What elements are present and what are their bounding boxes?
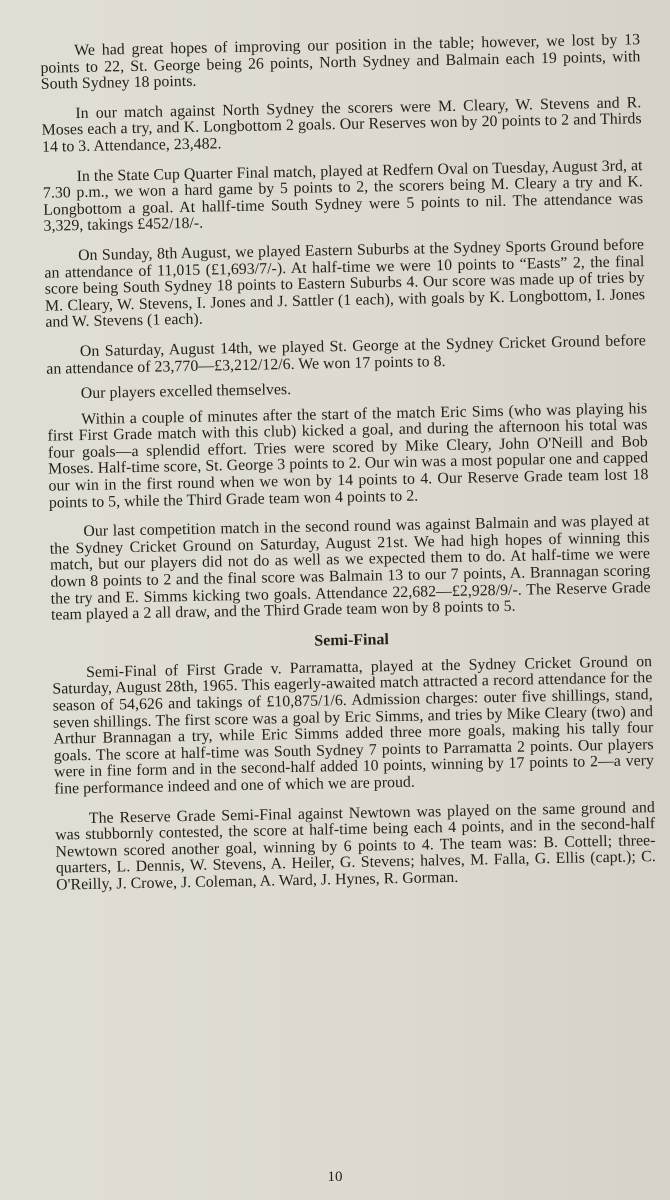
paragraph-eastern-suburbs-match: On Sunday, 8th August, we played Eastern Suburbs at the Sydney Sports Ground before an attendance of 11,015 (£1,693/7/-). At half-time we were 10 points to “Easts” 2, the final score being South Sydney 18 points to Eastern Suburbs 4. Our score was made up of tries by M. Cleary, W. Stevens, I. Jones and J. Sattler (1 each), with goals by K. Longbottom, I. Jones and W. Stevens (1 each). xyxy=(44,236,646,332)
paragraph-eric-sims: Within a couple of minutes after the start of the match Eric Sims (who was playing his first First Grade match with this club) kicked a goal, and during the afternoon his total was four goals—a splendid effort. Tries were scored by Mike Cleary, John O'Neill and Bob Moses. Half-time score, St. George 3 points to 2. Our win was a most popular one and capped our win in the first round when we won by 14 points to 4. Our Reserve Grade team lost 18 points to 5, while the Third Grade team won 4 points to 2. xyxy=(47,399,649,512)
paragraph-north-sydney-match: In our match against North Sydney the scorers were M. Cleary, W. Stevens and R. Moses each a try, and K. Longbottom 2 goals. Our Reserves won by 20 points to 2 and Thirds 14 to 3. Attendance, 23,482. xyxy=(41,94,642,156)
paragraph-state-cup-quarter-final: In the State Cup Quarter Final match, played at Redfern Oval on Tuesday, August 3rd, at 7.30 p.m., we won a hard game by 5 points to 2, the scorers being M. Cleary a try and K. Longbottom a goal. At hallf-time South Sydney were 5 points to nil. The attendance was 3,329, takings £452/18/-. xyxy=(42,156,644,236)
page-body xyxy=(40,32,656,894)
paragraph-players-excelled: Our players excelled themselves. xyxy=(80,381,292,403)
paragraph-st-george-match: On Saturday, August 14th, we played St. George at the Sydney Cricket Ground before an attendance of 23,770—£3,212/12/6. We won 17 points to 8. xyxy=(46,332,647,378)
paragraph-balmain-match: Our last competition match in the second round was against Balmain and was played at the Sydney Cricket Ground on Saturday, August 21st. We had high hopes of winning this match, but our players did not do as well as we expected them to do. At half-time we were down 8 points to 2 and the final score was Balmain 13 to our 7 points, A. Brannagan scoring the try and E. Simms kicking two goals. Attendance 22,682—£2,928/9/-. The Reserve Grade team played a 2 all draw, and the Third Grade team won by 8 points to 5. xyxy=(49,512,651,624)
section-heading-semi-final: Semi-Final xyxy=(314,630,390,650)
paragraph-semi-final-first-grade: Semi-Final of First Grade v. Parramatta, played at the Sydney Cricket Ground on Saturday, August 28th, 1965. This eagerly-awaited match attracted a record attendance for the season of 54,626 and takings of £10,875/1/6. Admission charges: outer five shillings, stand, seven shillings. The first score was a goal by Eric Simms, and tries by Mike Cleary (two) and Arthur Brannagan a try, while Eric Simms added three more goals, making his tally four goals. The score at half-time was South Sydney 7 points to Parramatta 2 points. Our players were in fine form and in the second-half added 10 points, winning by 17 points to 2—a very fine performance indeed and one of which we are proud. xyxy=(52,652,655,798)
page-number: 10 xyxy=(327,1169,343,1185)
paragraph-table-position: We had great hopes of improving our position in the table; however, we lost by 13 points to 22, St. George being 26 points, North Sydney and Balmain each 19 points, with South Sydney 18 points. xyxy=(40,31,641,93)
paragraph-reserve-grade-semi-final: The Reserve Grade Semi-Final against Newtown was played on the same ground and was stubbornly contested, the score at half-time being each 4 points, and in the second-half Newtown scored another goal, winning by 6 points to 4. The team was: B. Cottell; three-quarters, L. Dennis, W. Stevens, A. Heiler, G. Stevens; halves, M. Falla, G. Ellis (capt.); C. O'Reilly, J. Crowe, J. Coleman, A. Ward, J. Hynes, R. Gorman. xyxy=(55,798,656,894)
